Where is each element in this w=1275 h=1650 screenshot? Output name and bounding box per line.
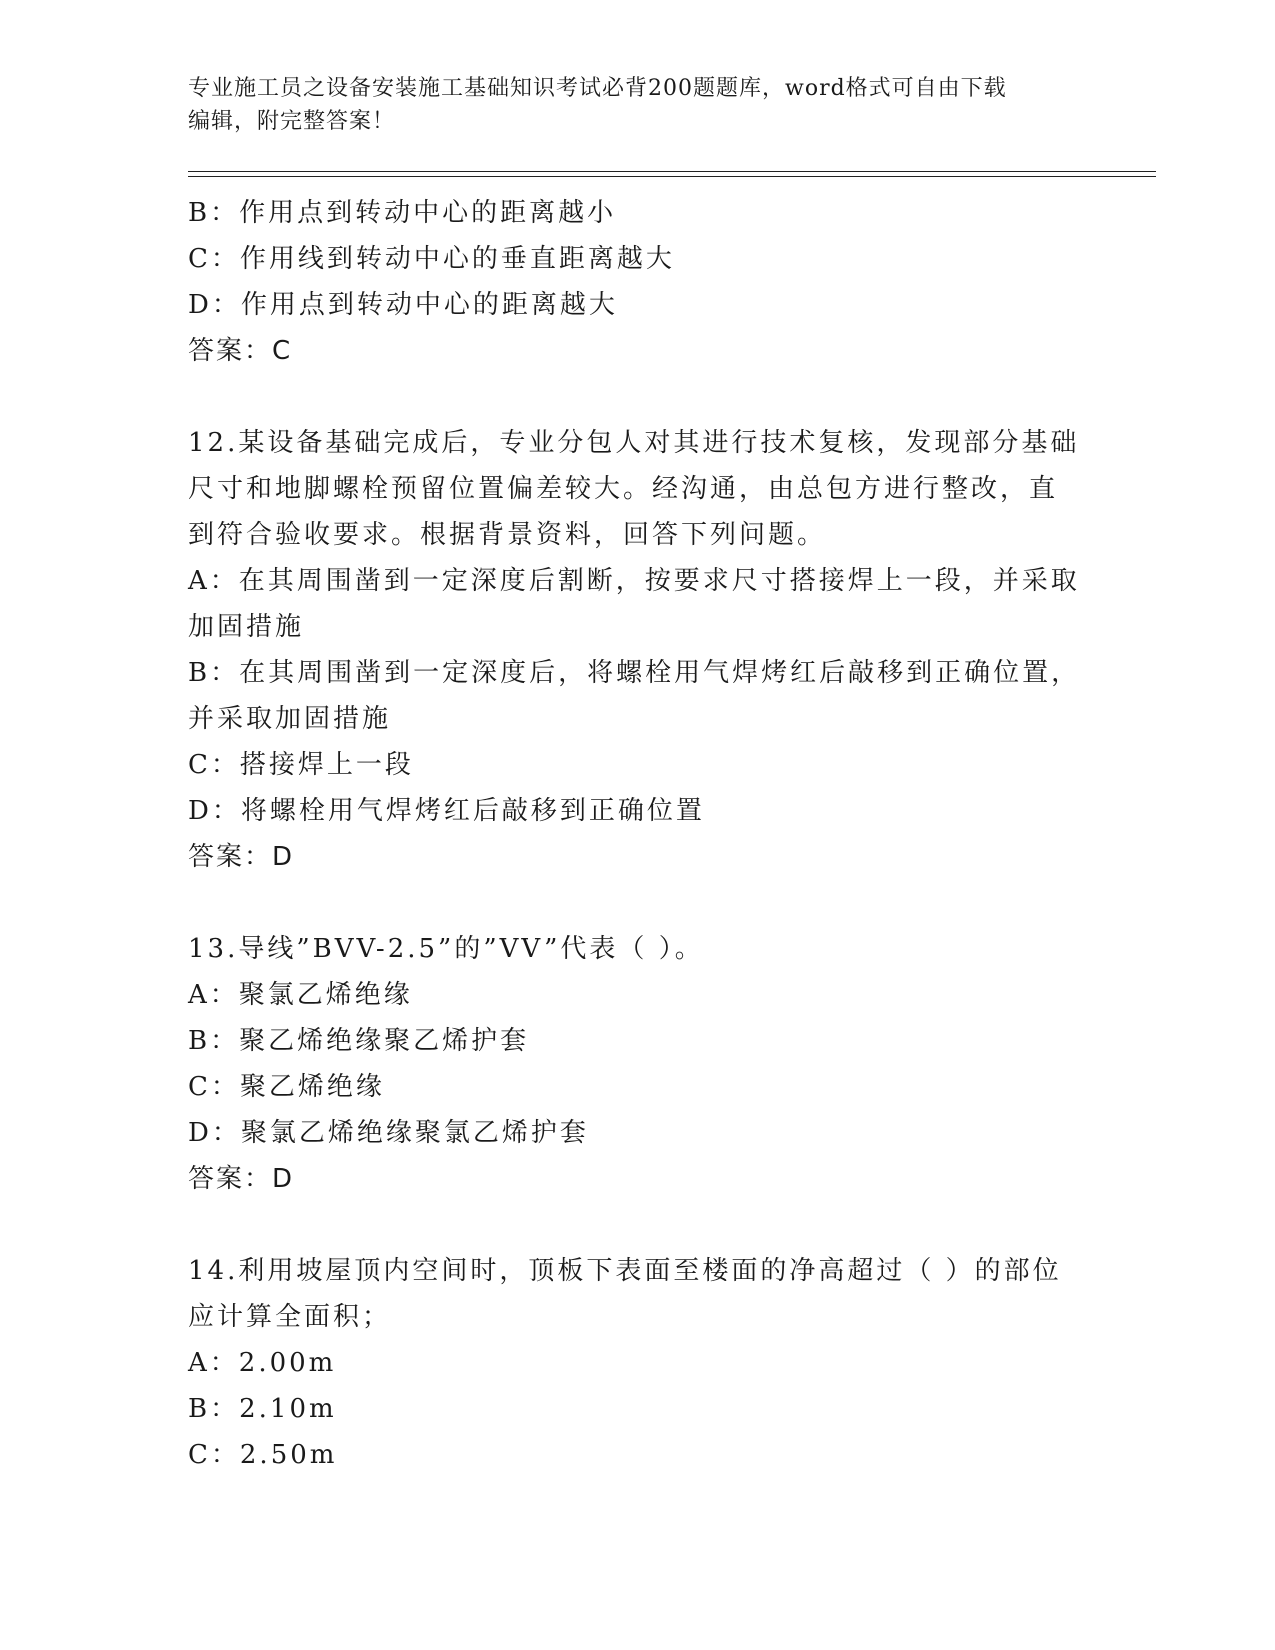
- q11-option-b: B：作用点到转动中心的距离越小: [188, 198, 617, 228]
- q13-option-b: B：聚乙烯绝缘聚乙烯护套: [188, 1026, 530, 1056]
- q13-answer: 答案：D: [188, 1164, 295, 1194]
- question-list: [188, 190, 1088, 1478]
- q11-answer: 答案：C: [188, 336, 293, 366]
- q12-option-a-line-1: A：在其周围凿到一定深度后割断，按要求尺寸搭接焊上一段，并采取: [188, 566, 1080, 596]
- spacer: [188, 1202, 1088, 1248]
- question-13: [188, 926, 1088, 1202]
- q14-stem-line-1: 14.利用坡屋顶内空间时，顶板下表面至楼面的净高超过（ ）的部位: [188, 1256, 1062, 1286]
- q12-option-a-line-2: 加固措施: [188, 612, 305, 642]
- header-title-line-1: 专业施工员之设备安装施工基础知识考试必背200题题库，word格式可自由下载: [188, 76, 1007, 101]
- q13-option-c: C：聚乙烯绝缘: [188, 1072, 385, 1102]
- q14-stem-line-2: 应计算全面积；: [188, 1302, 392, 1332]
- header-title-line-2: 编辑，附完整答案！: [188, 109, 396, 134]
- header-divider-bottom: [188, 176, 1156, 177]
- q11-option-c: C：作用线到转动中心的垂直距离越大: [188, 244, 675, 274]
- spacer: [188, 880, 1088, 926]
- header-divider-top: [188, 171, 1156, 172]
- q13-stem: 13.导线”BVV-2.5”的”VV”代表（ ）。: [188, 934, 704, 964]
- q14-option-b: B：2.10m: [188, 1394, 337, 1424]
- q14-option-c: C：2.50m: [188, 1440, 338, 1470]
- q12-option-d: D：将螺栓用气焊烤红后敲移到正确位置: [188, 796, 705, 826]
- q14-option-a: A：2.00m: [188, 1348, 337, 1378]
- q12-option-c: C：搭接焊上一段: [188, 750, 414, 780]
- q13-option-a: A：聚氯乙烯绝缘: [188, 980, 413, 1010]
- document-header: [188, 72, 1088, 138]
- q12-option-b-line-1: B：在其周围凿到一定深度后，将螺栓用气焊烤红后敲移到正确位置，: [188, 658, 1081, 688]
- q11-option-d: D：作用点到转动中心的距离越大: [188, 290, 618, 320]
- q12-stem-line-1: 12.某设备基础完成后，专业分包人对其进行技术复核，发现部分基础: [188, 428, 1080, 458]
- question-11: [188, 190, 1088, 374]
- q12-option-b-line-2: 并采取加固措施: [188, 704, 392, 734]
- q13-option-d: D：聚氯乙烯绝缘聚氯乙烯护套: [188, 1118, 589, 1148]
- question-14: [188, 1248, 1088, 1478]
- q12-stem-line-2: 尺寸和地脚螺栓预留位置偏差较大。经沟通，由总包方进行整改，直: [188, 474, 1059, 504]
- q12-answer: 答案：D: [188, 842, 295, 872]
- spacer: [188, 374, 1088, 420]
- question-12: [188, 420, 1088, 880]
- q12-stem-line-3: 到符合验收要求。根据背景资料，回答下列问题。: [188, 520, 827, 550]
